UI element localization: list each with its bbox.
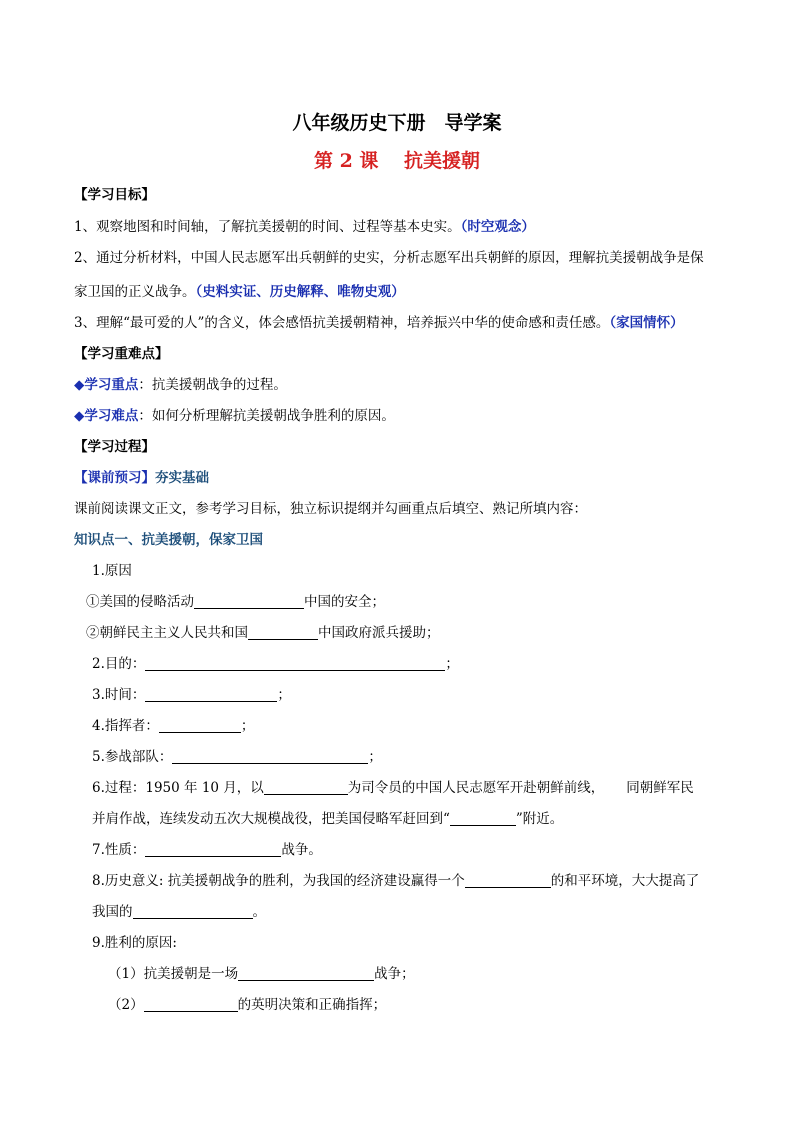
nature-fill	[92, 841, 322, 859]
time-fill	[92, 686, 291, 704]
goal-item-3	[74, 314, 684, 332]
goal-item-2-cont	[74, 283, 405, 301]
course-fill	[92, 779, 694, 797]
reason-2-blank[interactable]	[248, 625, 318, 640]
reason-2-text: ②朝鲜民主主义人民共和国	[86, 625, 248, 641]
course-fill-text-2: 同朝鲜军民	[626, 780, 694, 796]
preview-label: 【课前预习】	[74, 470, 155, 486]
difficult-point-label: 学习难点	[84, 408, 139, 424]
page-title: 八年级历史下册 导学案	[292, 112, 502, 134]
goal-fill-blank[interactable]	[145, 656, 445, 671]
victory-reason-1	[108, 965, 415, 983]
meaning-fill-cont	[92, 903, 266, 921]
victory-reason-2-blank[interactable]	[144, 997, 238, 1012]
course-fill-blank[interactable]	[264, 780, 348, 795]
reason-1	[86, 593, 385, 611]
nature-fill-blank[interactable]	[145, 842, 281, 857]
reason-1-text: ①美国的侵略活动	[86, 594, 194, 610]
goal-fill	[92, 655, 459, 673]
victory-reason-1-tail: 战争；	[374, 966, 415, 982]
goal-fill-tail: ；	[445, 656, 459, 672]
victory-reason-1-label: （1）抗美援朝是一场	[108, 966, 239, 982]
commander-fill-blank[interactable]	[159, 718, 241, 733]
time-fill-blank[interactable]	[145, 687, 277, 702]
troops-fill-tail: ；	[368, 749, 382, 765]
nature-fill-tail: 战争。	[281, 842, 322, 858]
course-fill-cont	[92, 810, 563, 828]
victory-reason-2	[108, 996, 386, 1014]
goals-heading: 【学习目标】	[74, 187, 155, 203]
meaning-fill-text: 的和平环境，大大提高了	[550, 873, 700, 889]
meaning-fill-blank-2[interactable]	[133, 904, 253, 919]
commander-fill-tail: ；	[240, 718, 255, 734]
commander-fill-label: 4.指挥者：	[92, 718, 159, 734]
instruction-text: 课前阅读课文正文，参考学习目标，独立标识提纲并勾画重点后填空、熟记所填内容：	[74, 501, 587, 517]
goal-item-1	[74, 218, 535, 236]
victory-reason-2-tail: 的英明决策和正确指挥；	[237, 997, 387, 1013]
goal-item-2: 2、通过分析材料，中国人民志愿军出兵朝鲜的史实，分析志愿军出兵朝鲜的原因，理解抗美援朝战争是保	[74, 250, 704, 266]
time-fill-label: 3.时间：	[92, 687, 146, 703]
course-fill-text-3: 并肩作战，连续发动五次大规模战役，把美国侵略军赶回到“	[92, 811, 450, 827]
difficult-point	[74, 407, 395, 425]
goal-item-2-text-cont: 家卫国的正义战争。	[74, 284, 196, 300]
course-fill-label: 6.过程：1950 年 10 月，以	[92, 780, 264, 796]
lesson-title: 第 2 课 抗美援朝	[313, 150, 481, 172]
meaning-fill-tail: 。	[252, 904, 266, 920]
victory-title: 9.胜利的原因:	[92, 935, 177, 951]
course-fill-text: 为司令员的中国人民志愿军开赴朝鲜前线，	[347, 780, 605, 796]
goal-item-1-tag: （时空观念）	[460, 219, 535, 235]
key-point-text: ：抗美援朝战争的过程。	[138, 377, 287, 393]
troops-fill	[92, 748, 382, 766]
diamond-bullet-icon: ◆	[74, 408, 85, 424]
goal-item-1-text: 1、观察地图和时间轴，了解抗美援朝的时间、过程等基本史实。	[74, 219, 461, 235]
commander-fill	[92, 717, 254, 735]
preview-subtitle: 夯实基础	[155, 470, 209, 486]
reason-2	[86, 624, 440, 642]
focus-heading: 【学习重难点】	[74, 346, 169, 362]
preview-line	[74, 469, 209, 487]
meaning-fill-text-2: 我国的	[92, 904, 133, 920]
meaning-fill-blank[interactable]	[465, 873, 551, 888]
goal-fill-label: 2.目的：	[92, 656, 146, 672]
troops-fill-blank[interactable]	[172, 749, 368, 764]
reason-2-tail: 中国政府派兵援助；	[318, 625, 440, 641]
diamond-bullet-icon: ◆	[74, 377, 85, 393]
meaning-fill	[92, 872, 699, 890]
difficult-point-text: ：如何分析理解抗美援朝战争胜利的原因。	[138, 408, 395, 424]
reason-1-tail: 中国的安全；	[304, 594, 385, 610]
reason-1-blank[interactable]	[194, 594, 304, 609]
meaning-fill-label: 8.历史意义: 抗美援朝战争的胜利，为我国的经济建设赢得一个	[92, 873, 465, 889]
troops-fill-label: 5.参战部队：	[92, 749, 173, 765]
goal-item-2-tag: （史料实证、历史解释、唯物史观）	[195, 284, 405, 300]
victory-reason-1-blank[interactable]	[238, 966, 374, 981]
key-point	[74, 376, 287, 394]
goal-item-3-tag: （家国情怀）	[609, 315, 684, 331]
knowledge-point-title: 知识点一、抗美援朝，保家卫国	[74, 532, 263, 548]
time-fill-tail: ；	[277, 687, 291, 703]
reason-title: 1.原因	[92, 563, 132, 579]
nature-fill-label: 7.性质：	[92, 842, 146, 858]
key-point-label: 学习重点	[84, 377, 139, 393]
victory-reason-2-label: （2）	[108, 997, 144, 1013]
goal-item-3-text: 3、理解“最可爱的人”的含义，体会感悟抗美援朝精神，培养振兴中华的使命感和责任感。	[74, 315, 610, 331]
course-fill-blank-2[interactable]	[450, 811, 516, 826]
process-heading: 【学习过程】	[74, 439, 155, 455]
course-fill-tail: ”附近。	[515, 811, 564, 827]
